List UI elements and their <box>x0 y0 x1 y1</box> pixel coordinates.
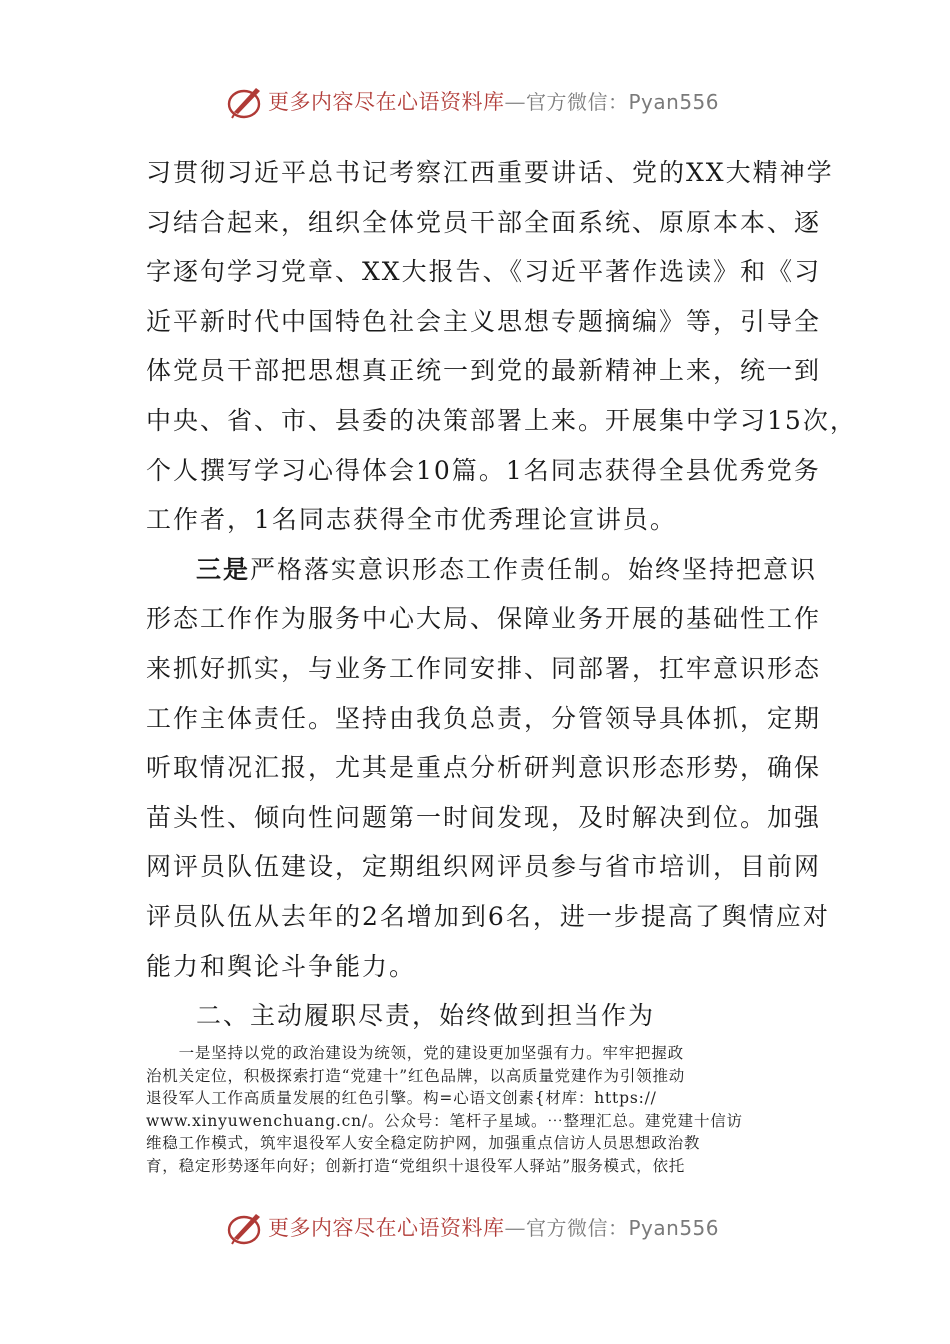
paragraph-line: 工作主体责任。坚持由我负总责，分管领导具体抓，定期 <box>146 703 822 733</box>
small-line: www.xinyuwenchuang.cn/。公众号：笔杆子星域。⋯整理汇总。建党建十信访 <box>146 1111 743 1130</box>
paragraph-line: 工作者，1名同志获得全市优秀理论宣讲员。 <box>146 505 677 535</box>
third-point-first-line <box>146 545 816 595</box>
paragraph-line: 能力和舆论斗争能力。 <box>146 951 417 981</box>
paragraph-line: 网评员队伍建设，定期组织网评员参与省市培训，目前网 <box>146 852 822 882</box>
third-point-lead: 三是 <box>196 554 251 584</box>
banner-dash: — <box>504 1216 526 1240</box>
banner-text <box>268 1214 719 1242</box>
banner-dash: — <box>504 90 526 114</box>
paragraph-line: 个人撰写学习心得体会10篇。1名同志获得全县优秀党务 <box>146 455 821 485</box>
paragraph-line: 习贯彻习近平总书记考察江西重要讲话、党的XX大精神学 <box>146 158 834 187</box>
banner-main-text: 更多内容尽在心语资料库 <box>268 90 505 114</box>
small-line: 维稳工作模式，筑牢退役军人安全稳定防护网，加强重点信访人员思想政治教 <box>146 1134 701 1153</box>
paragraph-line: 习结合起来，组织全体党员干部全面系统、原原本本、逐 <box>146 207 822 237</box>
paragraph-line: 形态工作作为服务中心大局、保障业务开展的基础性工作 <box>146 604 822 634</box>
document-body <box>146 148 857 991</box>
paragraph-line: 听取情况汇报，尤其是重点分析研判意识形态形势，确保 <box>146 753 822 783</box>
paragraph-line: 苗头性、倾向性问题第一时间发现，及时解决到位。加强 <box>146 802 822 832</box>
banner-main-text: 更多内容尽在心语资料库 <box>268 1216 505 1240</box>
banner-wechat-text: 官方微信：Pyan556 <box>526 1216 720 1240</box>
footer-banner <box>0 1206 950 1250</box>
small-line: 一是坚持以党的政治建设为统领，党的建设更加坚强有力。牢牢把握政 <box>146 1044 684 1062</box>
paragraph-line: 体党员干部把思想真正统一到党的最新精神上来，统一到 <box>146 356 822 386</box>
third-point-text: 严格落实意识形态工作责任制。始终坚持把意识 <box>250 554 818 584</box>
banner-wechat-text: 官方微信：Pyan556 <box>526 90 720 114</box>
small-line: 育，稳定形势逐年向好；创新打造“党组织十退役军人驿站”服务模式，依托 <box>146 1156 686 1175</box>
paragraph-line: 近平新时代中国特色社会主义思想专题摘编》等，引导全 <box>146 306 822 336</box>
quill-pen-icon <box>226 82 266 122</box>
header-banner <box>0 80 950 124</box>
paragraph-line: 中央、省、市、县委的决策部署上来。开展集中学习15次， <box>146 405 857 435</box>
quill-pen-icon <box>226 1208 266 1248</box>
banner-text <box>268 88 719 116</box>
small-line: 退役军人工作高质量发展的红色引擎。构=心语文创素{材库：https:// <box>146 1089 657 1108</box>
paragraph-line: 字逐句学习党章、XX大报告、《习近平著作选读》和《习 <box>146 257 822 287</box>
section-heading: 二、主动履职尽责，始终做到担当作为 <box>196 1001 656 1030</box>
small-paragraph <box>146 1042 816 1178</box>
paragraph-line: 评员队伍从去年的2名增加到6名，进一步提高了舆情应对 <box>146 901 830 931</box>
small-line: 治机关定位，积极探索打造“党建十”红色品牌，以高质量党建作为引领推动 <box>146 1066 686 1085</box>
paragraph-line: 来抓好抓实，与业务工作同安排、同部署，扛牢意识形态 <box>146 653 822 683</box>
